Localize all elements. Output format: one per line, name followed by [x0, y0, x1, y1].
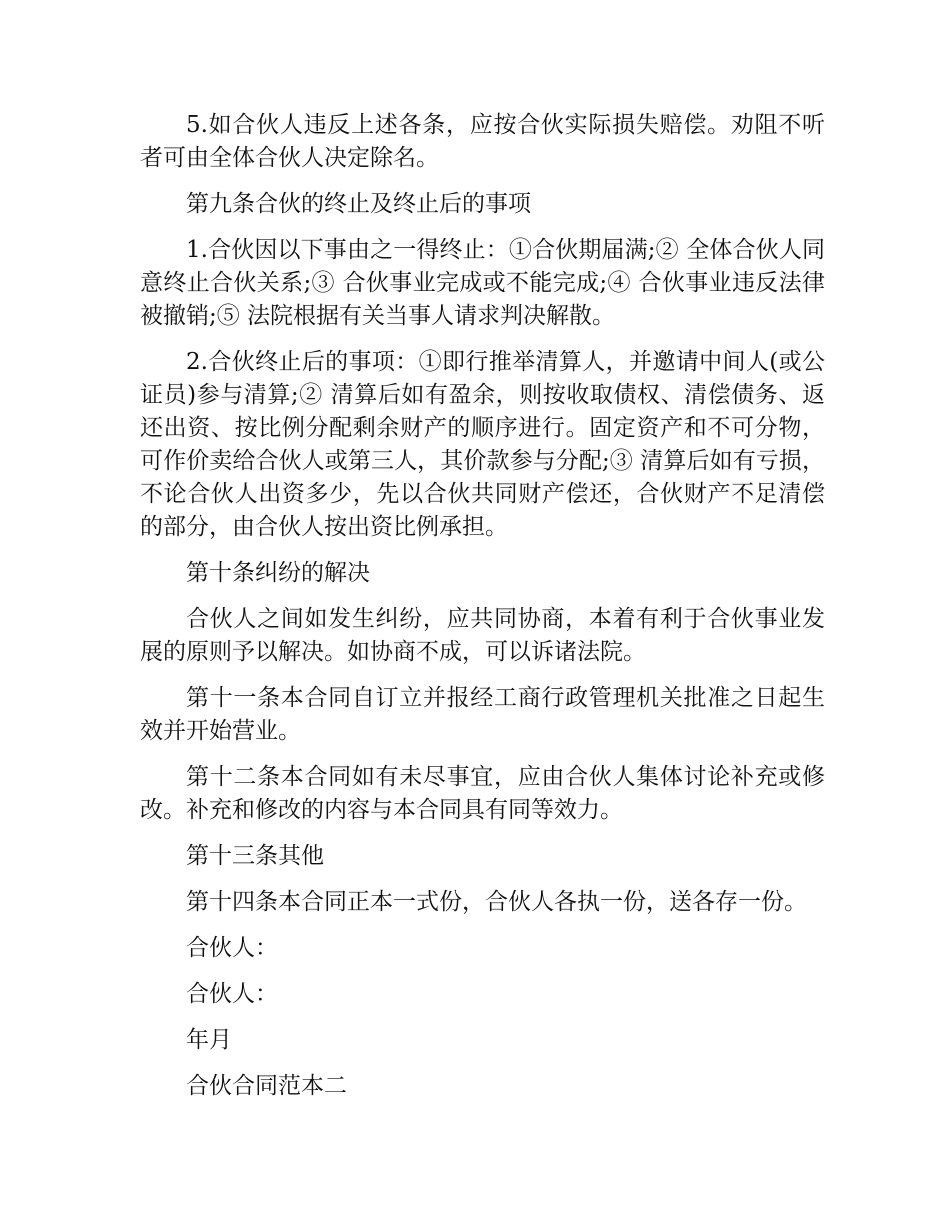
- paragraph-clause-9-2: 2.合伙终止后的事项：①即行推举清算人，并邀请中间人(或公证员)参与清算;② 清算后如有盈余，则按收取债权、清偿债务、返还出资、按比例分配剩余财产的顺序进行。固定资产和不可分物，可作价卖给合伙人或第三人，其价款参与分配;③ 清算后如有亏损，不论合伙人出资多少，先以合伙共同财产偿还，合伙财产不足清偿的部分，由合伙人按出资比例承担。: [140, 349, 825, 540]
- paragraph-article-12: 第十二条本合同如有未尽事宜，应由合伙人集体讨论补充或修改。补充和修改的内容与本合同具有同等效力。: [140, 764, 825, 823]
- paragraph-article-14: 第十四条本合同正本一式份，合伙人各执一份，送各存一份。: [186, 889, 807, 915]
- paragraph-article-11: 第十一条本合同自订立并报经工商行政管理机关批准之日起生效并开始营业。: [140, 685, 825, 744]
- paragraph-clause-9-1: 1.合伙因以下事由之一得终止：①合伙期届满;② 全体合伙人同意终止合伙关系;③ 合伙事业完成或不能完成;④ 合伙事业违反法律被撤销;⑤ 法院根据有关当事人请求判决解散。: [140, 237, 825, 329]
- paragraph-clause-8-5: 5.如合伙人违反上述各条，应按合伙实际损失赔偿。劝阻不听者可由全体合伙人决定除名。: [140, 112, 825, 171]
- heading-article-10: 第十条纠纷的解决: [186, 560, 370, 586]
- signature-partner-1: 合伙人：: [186, 935, 278, 961]
- section-title-template-2: 合伙合同范本二: [186, 1073, 347, 1099]
- document-body: [140, 109, 825, 1116]
- signature-date: 年月: [186, 1027, 232, 1053]
- signature-partner-2: 合伙人：: [186, 981, 278, 1007]
- paragraph-article-10-body: 合伙人之间如发生纠纷，应共同协商，本着有利于合伙事业发展的原则予以解决。如协商不成，可以诉诸法院。: [140, 606, 825, 665]
- heading-article-13: 第十三条其他: [186, 843, 324, 869]
- heading-article-9: 第九条合伙的终止及终止后的事项: [186, 191, 531, 217]
